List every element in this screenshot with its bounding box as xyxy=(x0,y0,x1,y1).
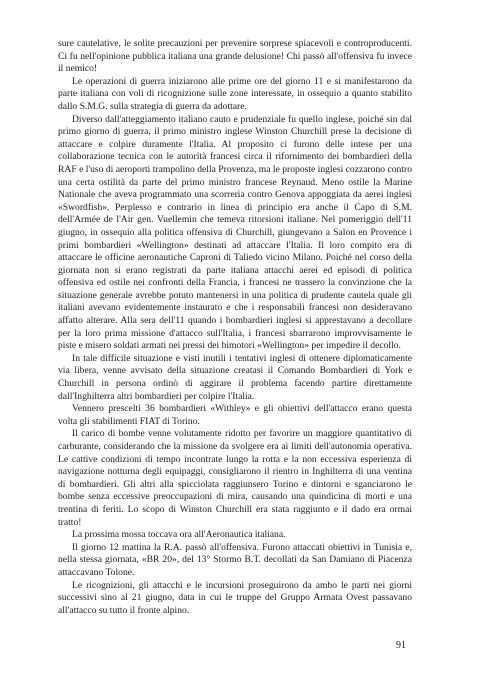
paragraph-7: La prossima mossa toccava ora all'Aeronautica italiana. xyxy=(72,529,286,541)
paragraph-2: Le operazioni di guerra iniziarono alle prime ore del giorno 11 e si manifestarono da parte italiana con voli di ricognizione sulle zone interessate, in ossequio a quanto stabilito dallo S.M.G. sulla strategia di guerra da adottare. xyxy=(58,75,412,112)
body-text xyxy=(58,38,412,617)
paragraph-5: Vennero prescelti 36 bombardieri «Withley» e gli obiettivi dell'attacco erano questa volta gli stabilimenti FIAT di Torino. xyxy=(58,403,412,427)
page-number: 91 xyxy=(396,640,406,651)
paragraph-6: Il carico di bombe venne volutamente ridotto per favorire un maggiore quantitativo di carburante, considerando che la missione da svolgere era ai limiti dell'autonomia operativa. Le cattive condizioni di tempo incontrate lungo la rotta e la non eccessiva esperienza di navigazione notturna degli equipaggi, consigliarono il rientro in Inghilterra di una ventina di bombardieri. Gli altri alla spicciolata raggiunsero Torino e dintorni e sganciarono le bombe senza eccessive preoccupazioni di mira, causando una quindicina di morti e una trentina di feriti. Lo scopo di Winston Churchill era stata raggiunto e il dado era ormai tratto! xyxy=(58,428,412,528)
paragraph-1: sure cautelative, le solite precauzioni per prevenire sorprese spiacevoli e controproducenti. Ci fu nell'opinione pubblica italiana una grande delusione! Chi passò all'offensiva fu invece il nemico! xyxy=(58,38,412,75)
paragraph-3: Diverso dall'atteggiamento italiano cauto e prudenziale fu quello inglese, poiché sin dal primo giorno di guerra, il primo ministro inglese Winston Churchill prese la decisione di attaccare e colpire duramente l'Italia. Al proposito ci furono delle intese per una collaborazione tecnica con le autorità francesi circa il rifornimento dei bombardieri della RAF e l'uso di aeroporti trampolino della Provenza, ma le proposte inglesi cozzarono contro una certa ostilità da parte del primo ministro francese Reynaud. Meno ostile la Marine Nationale che aveva programmato una scorreria contro Genova appoggiata da aerei inglesi «Swordfish». Perplesso e contrario in linea di principio era anche il Capo di S.M. dell'Armée de l'Air gen. Vuellemin che temeva ritorsioni italiane. Nel pomeriggio dell'11 giugno, in ossequio alla politica offensiva di Churchill, giungevano a Salon en Provence i primi bombardieri «Wellington» destinati ad attaccare l'Italia. Il loro compito era di attaccare le officine aeronautiche Caproni di Taliedo vicino Milano. Poiché nel corso della giornata non si erano registrati da parte italiana attacchi aerei ed episodi di politica offensiva ed ostile nei confronti della Francia, i francesi ne trassero la convinzione che la situazione generale avrebbe potuto mantenersi in una politica di prudente cautela quale gli italiani avevano evidentemente instaurato e che i responsabili francesi non desideravano affatto alterare. Alla sera dell'11 quando i bombardieri inglesi si apprestavano a decollare per la loro prima missione d'attacco sull'Italia, i francesi sbarrarono improvvisamente le piste e misero soldati armati nei pressi dei bimotori «Wellington» per impedire il decollo. xyxy=(58,113,412,352)
paragraph-8: Il giorno 12 mattina la R.A. passò all'offensiva. Furono attaccati obiettivi in Tunisia e, nella stessa giornata, «BR 20», del 13° Stormo B.T. decollati da San Damiano di Piacenza attaccavano Tolone. xyxy=(58,541,412,578)
paragraph-4: In tale difficile situazione e visti inutili i tentativi inglesi di ottenere diplomaticamente via libera, venne avvisato della situazione creatasi il Comando Bombardieri di York e Churchill in persona ordinò di aggirare il problema facendo partire direttamente dall'Inghilterra altri bombardieri per colpire l'Italia. xyxy=(58,352,412,402)
paragraph-9: Le ricognizioni, gli attacchi e le incursioni proseguirono da ambo le parti nei giorni successivi sino al 21 giugno, data in cui le truppe del Gruppo Armata Ovest passavano all'attacco su tutto il fronte alpino. xyxy=(58,579,412,616)
